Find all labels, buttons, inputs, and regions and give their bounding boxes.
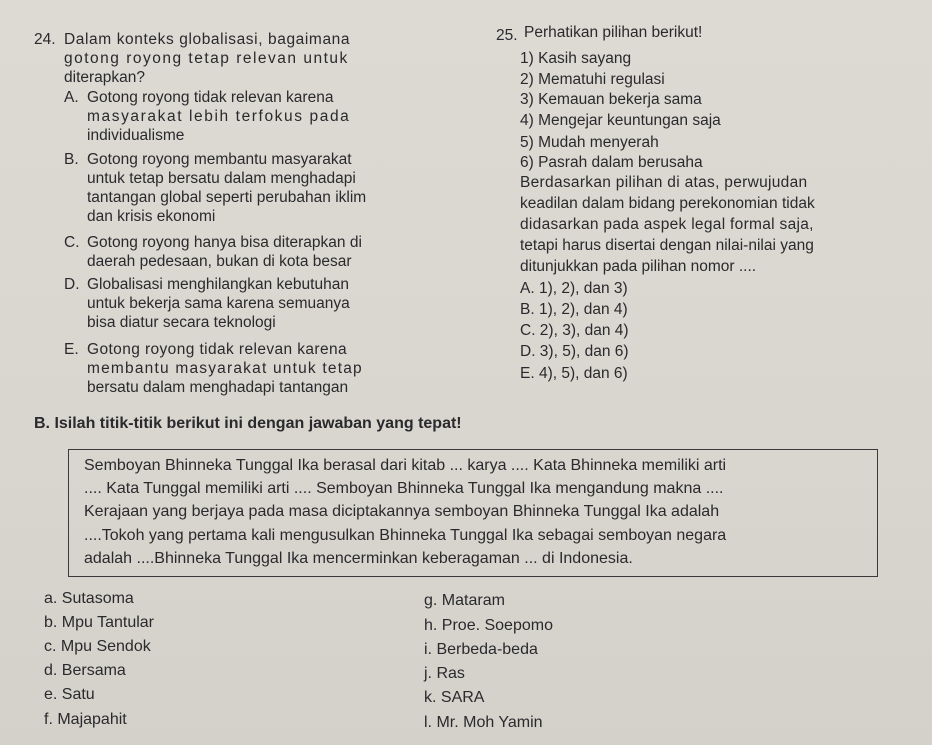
answer-item: d. Bersama xyxy=(44,662,126,679)
q24-option-a-line-1: Gotong royong tidak relevan karena xyxy=(87,89,334,106)
answer-item: b. Mpu Tantular xyxy=(44,614,154,631)
q24-stem-line-1: Dalam konteks globalisasi, bagaimana xyxy=(64,31,351,48)
q25-item: 2) Mematuhi regulasi xyxy=(520,71,665,88)
section-b-title: B. Isilah titik-titik berikut ini dengan jawaban yang tepat! xyxy=(34,415,462,432)
q25-paragraph-line: Berdasarkan pilihan di atas, perwujudan xyxy=(520,174,808,191)
q24-option-b-line-4: dan krisis ekonomi xyxy=(87,208,216,225)
q25-item: 6) Pasrah dalam berusaha xyxy=(520,154,703,171)
q24-option-letter: C. xyxy=(64,234,80,251)
passage-line: adalah ....Bhinneka Tunggal Ika mencerminkan keberagaman ... di Indonesia. xyxy=(84,550,633,567)
q24-option-e-line-3: bersatu dalam menghadapi tantangan xyxy=(87,379,349,396)
q25-item: 5) Mudah menyerah xyxy=(520,134,659,151)
q24-option-d-line-2: untuk bekerja sama karena semuanya xyxy=(87,295,350,312)
q24-option-b-line-1: Gotong royong membantu masyarakat xyxy=(87,151,352,168)
q24-option-letter: A. xyxy=(64,89,79,106)
q25-item: 3) Kemauan bekerja sama xyxy=(520,91,702,108)
answer-item: h. Proe. Soepomo xyxy=(424,617,553,634)
q24-option-letter: B. xyxy=(64,151,79,168)
q24-option-e-line-2: membantu masyarakat untuk tetap xyxy=(87,360,363,377)
q25-paragraph-line: tetapi harus disertai dengan nilai-nilai yang xyxy=(520,237,814,254)
passage-line: .... Kata Tunggal memiliki arti .... Semboyan Bhinneka Tunggal Ika mengandung makna .... xyxy=(84,480,724,497)
answer-item: i. Berbeda-beda xyxy=(424,641,538,658)
q25-number: 25. xyxy=(496,27,518,44)
answer-item: j. Ras xyxy=(424,665,465,682)
q24-option-a-line-2: masyarakat lebih terfokus pada xyxy=(87,108,351,125)
q24-option-letter: D. xyxy=(64,276,80,293)
q25-stem: Perhatikan pilihan berikut! xyxy=(524,24,703,41)
q25-item: 1) Kasih sayang xyxy=(520,50,632,67)
q25-paragraph-line: didasarkan pada aspek legal formal saja, xyxy=(520,216,814,233)
q25-option-b: B. 1), 2), dan 4) xyxy=(520,301,628,318)
answer-item: e. Satu xyxy=(44,686,95,703)
fill-in-passage-box xyxy=(68,449,878,577)
answer-item: a. Sutasoma xyxy=(44,590,134,607)
q24-option-d-line-1: Globalisasi menghilangkan kebutuhan xyxy=(87,276,349,293)
passage-line: Semboyan Bhinneka Tunggal Ika berasal dari kitab ... karya .... Kata Bhinneka memiliki arti xyxy=(84,457,727,474)
q25-option-e: E. 4), 5), dan 6) xyxy=(520,365,628,382)
q25-paragraph-line: ditunjukkan pada pilihan nomor .... xyxy=(520,258,757,275)
q24-option-letter: E. xyxy=(64,341,79,358)
q25-option-c: C. 2), 3), dan 4) xyxy=(520,322,629,339)
q25-item: 4) Mengejar keuntungan saja xyxy=(520,112,721,129)
q24-stem-line-2: gotong royong tetap relevan untuk xyxy=(64,50,349,67)
q25-paragraph-line: keadilan dalam bidang perekonomian tidak xyxy=(520,195,815,212)
q24-option-b-line-3: tantangan global seperti perubahan iklim xyxy=(87,189,367,206)
answer-item: g. Mataram xyxy=(424,592,505,609)
q24-option-b-line-2: untuk tetap bersatu dalam menghadapi xyxy=(87,170,356,187)
q24-stem-line-3: diterapkan? xyxy=(64,69,146,86)
q25-option-a: A. 1), 2), dan 3) xyxy=(520,280,628,297)
q24-option-a-line-3: individualisme xyxy=(87,127,185,144)
answer-item: c. Mpu Sendok xyxy=(44,638,151,655)
q24-number: 24. xyxy=(34,31,56,48)
q25-option-d: D. 3), 5), dan 6) xyxy=(520,343,629,360)
q24-option-c-line-2: daerah pedesaan, bukan di kota besar xyxy=(87,253,352,270)
answer-item: l. Mr. Moh Yamin xyxy=(424,714,543,731)
answer-item: f. Majapahit xyxy=(44,711,127,728)
passage-line: Kerajaan yang berjaya pada masa diciptakannya semboyan Bhinneka Tunggal Ika adalah xyxy=(84,503,720,520)
passage-line: ....Tokoh yang pertama kali mengusulkan Bhinneka Tunggal Ika sebagai semboyan negara xyxy=(84,527,727,544)
q24-option-c-line-1: Gotong royong hanya bisa diterapkan di xyxy=(87,234,362,251)
q24-option-e-line-1: Gotong royong tidak relevan karena xyxy=(87,341,348,358)
answer-item: k. SARA xyxy=(424,689,485,706)
q24-option-d-line-3: bisa diatur secara teknologi xyxy=(87,314,276,331)
